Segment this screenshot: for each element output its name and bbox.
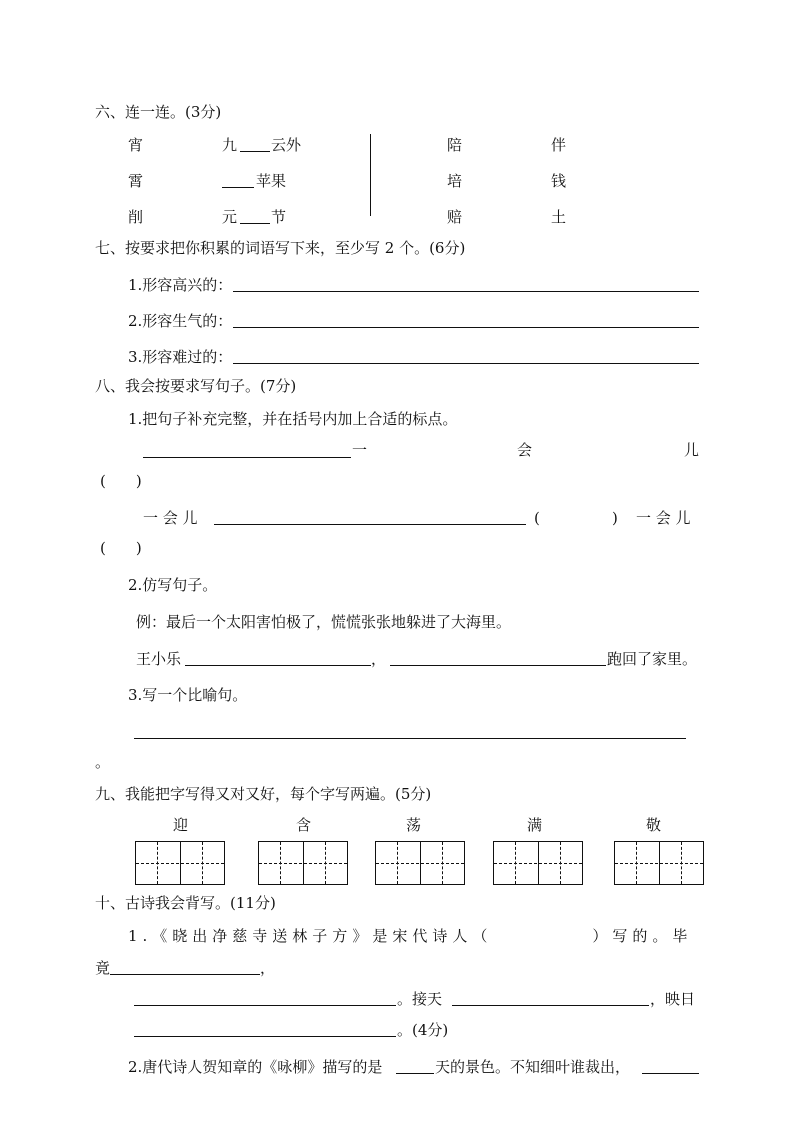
word-prompt-angry: 2.形容生气的： xyxy=(128,312,233,330)
poem-q2-rest: 天的景色。不知细叶谁裁出， xyxy=(435,1058,631,1076)
practice-char-5: 敬 xyxy=(646,816,662,834)
writing-grid-4[interactable] xyxy=(493,841,583,885)
paren-open: ( xyxy=(534,509,540,527)
yihuier-1: 一 会 儿 xyxy=(143,509,198,527)
poem-blank-3[interactable] xyxy=(452,1005,649,1006)
sentence-blank-1[interactable] xyxy=(143,457,351,458)
section-6-title: 六、连一连。(3分) xyxy=(95,103,222,121)
match-left-char-1: 宵 xyxy=(128,136,144,154)
word-prompt-happy: 1.形容高兴的： xyxy=(128,276,233,294)
poem-yingri: ，映日 xyxy=(650,990,696,1008)
punctuation-paren-1[interactable]: ( ) xyxy=(100,472,142,490)
hui-char-1: 会 xyxy=(517,441,533,459)
match-right-char-1: 陪 xyxy=(447,136,463,154)
poem-blank-2[interactable] xyxy=(134,1005,396,1006)
sentence-q2-prompt: 2.仿写句子。 xyxy=(128,576,218,594)
poem-q2-prompt: 2.唐代诗人贺知章的《咏柳》描写的是 xyxy=(128,1058,383,1076)
practice-char-2: 含 xyxy=(296,816,312,834)
idiom-3-pre: 元 xyxy=(222,208,238,226)
word-line-sad[interactable] xyxy=(233,363,699,364)
practice-char-1: 迎 xyxy=(173,816,189,834)
idiom-1-blank[interactable] xyxy=(240,151,270,152)
sentence-q3-prompt: 3.写一个比喻句。 xyxy=(128,686,248,704)
imitation-blank-2[interactable] xyxy=(390,665,606,666)
section-9-title: 九、我能把字写得又对又好，每个字写两遍。(5分) xyxy=(95,785,432,803)
er-char-1: 儿 xyxy=(684,441,700,459)
poem-blank-5[interactable] xyxy=(642,1073,699,1074)
match-left-char-2: 霄 xyxy=(128,172,144,190)
word-prompt-sad: 3.形容难过的： xyxy=(128,348,233,366)
word-line-happy[interactable] xyxy=(233,291,699,292)
practice-char-4: 满 xyxy=(527,816,543,834)
poem-blank-4[interactable] xyxy=(134,1036,396,1037)
metaphor-period: 。 xyxy=(95,753,111,771)
poem-points: 。(4分) xyxy=(397,1021,449,1039)
idiom-2-blank[interactable] xyxy=(222,187,254,188)
idiom-1-post: 云外 xyxy=(271,136,302,154)
poem-q1-bijing: 竟 xyxy=(95,959,111,977)
idiom-2-post: 苹果 xyxy=(256,172,287,190)
imitation-ending: 跑回了家里。 xyxy=(607,650,698,668)
wang-xiaole: 王小乐 xyxy=(136,650,182,668)
writing-grid-5[interactable] xyxy=(614,841,704,885)
section-10-title: 十、古诗我会背写。(11分) xyxy=(95,894,276,912)
match-right-char-2: 培 xyxy=(447,172,463,190)
match-left-char-3: 削 xyxy=(128,208,144,226)
poem-comma: ， xyxy=(260,959,276,977)
imitation-blank-1[interactable] xyxy=(185,665,371,666)
match-target-char-2: 钱 xyxy=(551,172,567,190)
match-right-char-3: 赔 xyxy=(447,208,463,226)
poem-blank-1[interactable] xyxy=(110,974,260,975)
writing-grid-2[interactable] xyxy=(258,841,348,885)
section-7-title: 七、按要求把你积累的词语写下来，至少写 2 个。(6分) xyxy=(95,239,466,257)
yi-char-1: 一 xyxy=(352,441,368,459)
idiom-1-pre: 九 xyxy=(222,136,238,154)
season-blank[interactable] xyxy=(396,1073,434,1074)
punctuation-paren-2[interactable]: ( ) xyxy=(100,539,142,557)
word-line-angry[interactable] xyxy=(233,327,699,328)
sentence-q1-prompt: 1.把句子补充完整，并在括号内加上合适的标点。 xyxy=(128,410,458,428)
paren-close: ) xyxy=(612,509,618,527)
metaphor-line[interactable] xyxy=(134,738,686,739)
writing-grid-3[interactable] xyxy=(375,841,465,885)
writing-grid-1[interactable] xyxy=(135,841,225,885)
match-target-char-1: 伴 xyxy=(551,136,567,154)
sentence-blank-2[interactable] xyxy=(214,524,526,525)
imitation-comma: ， xyxy=(371,650,387,668)
match-divider xyxy=(370,134,371,216)
poem-q1-prompt: 1.《晓出净慈寺送林子方》是宋代诗人（ ）写的。毕 xyxy=(128,927,693,945)
example-sentence: 例：最后一个太阳害怕极了，慌慌张张地躲进了大海里。 xyxy=(136,613,512,631)
idiom-3-blank[interactable] xyxy=(240,223,270,224)
match-target-char-3: 土 xyxy=(551,208,567,226)
poem-jietian: 。接天 xyxy=(397,990,443,1008)
section-8-title: 八、我会按要求写句子。(7分) xyxy=(95,377,297,395)
idiom-3-post: 节 xyxy=(271,208,287,226)
practice-char-3: 荡 xyxy=(406,816,422,834)
yihuier-2: 一 会 儿 xyxy=(636,509,691,527)
